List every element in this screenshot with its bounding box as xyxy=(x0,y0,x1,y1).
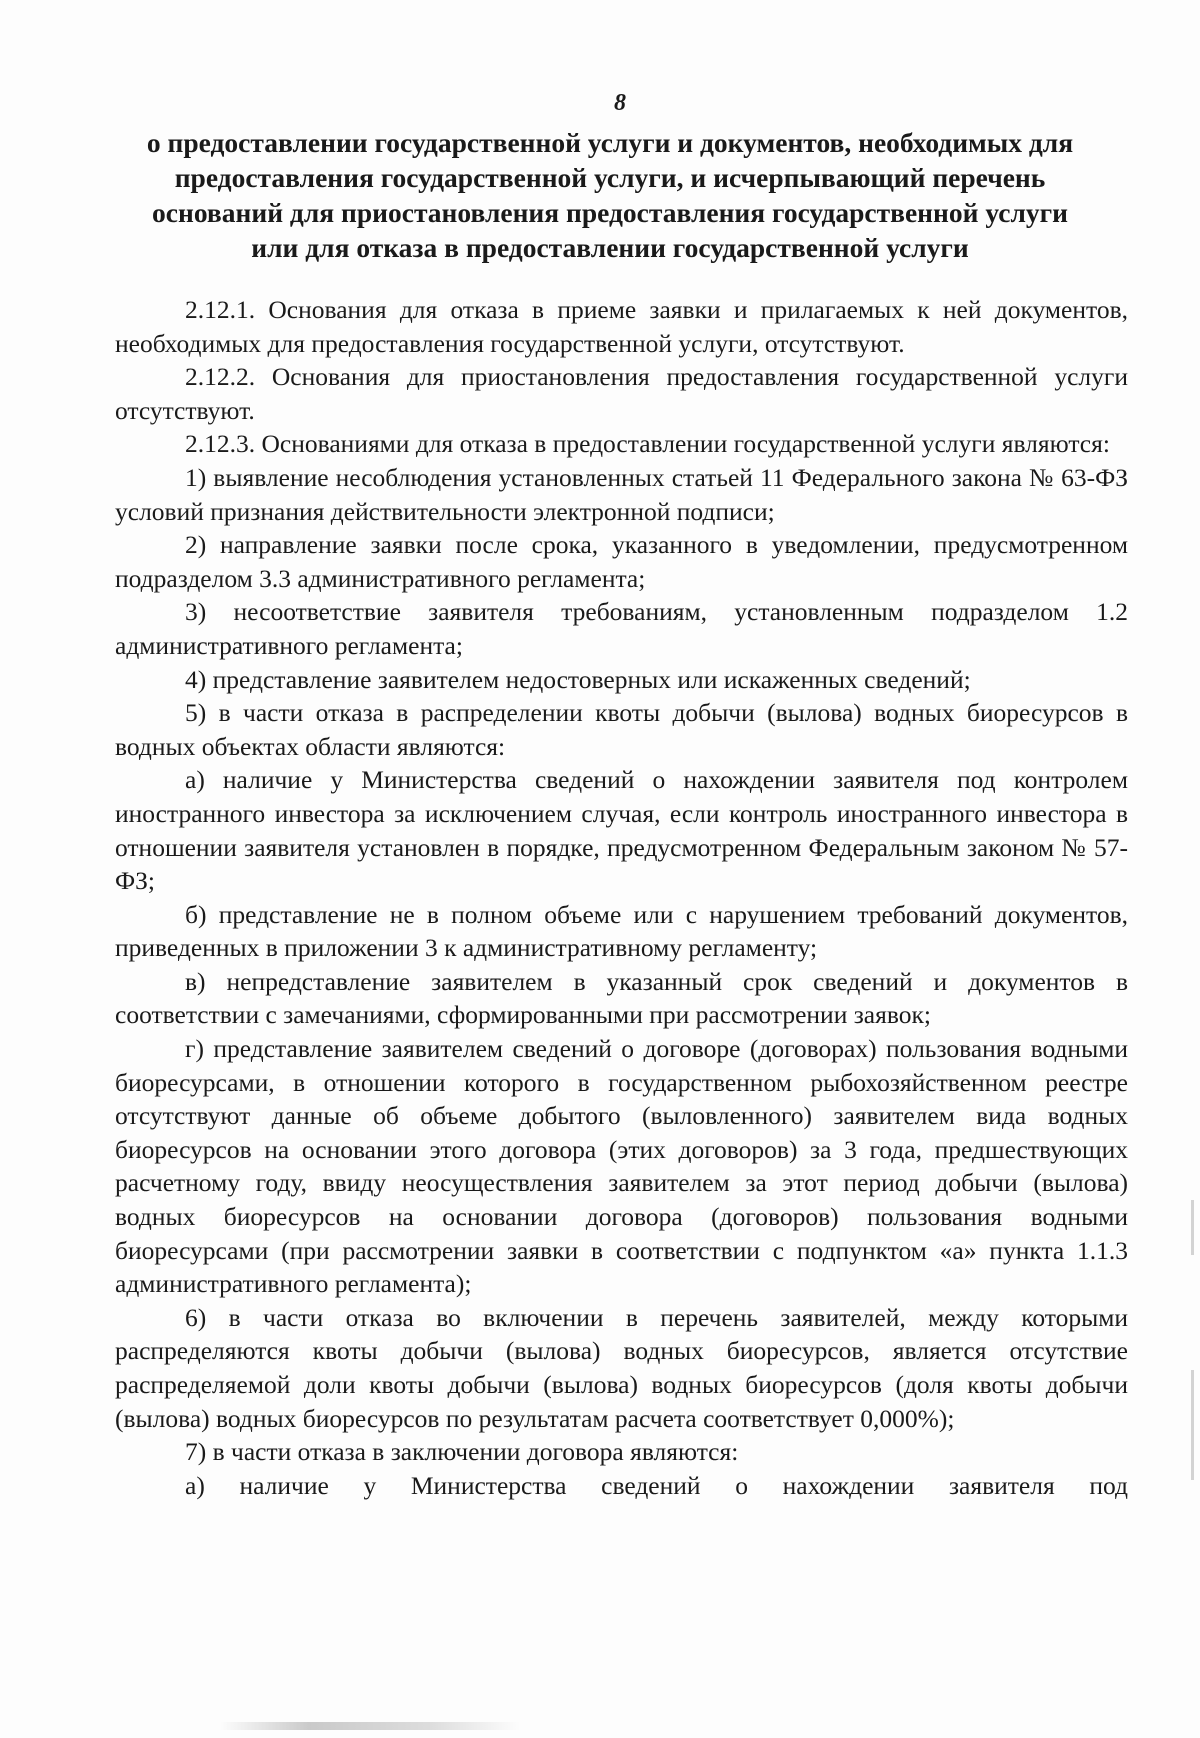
document-body xyxy=(115,293,1128,1502)
list-item-2: 2) направление заявки после срока, указанного в уведомлении, предусмотренном подразделом 3.3 административного регламента; xyxy=(115,530,1128,593)
list-item-6: 6) в части отказа во включении в перечень заявителей, между которыми распределяются квоты добычи (вылова) водных биоресурсов, является отсутствие распределяемой доли квоты добычи (вылова) водных биоресурсов (доля квоты добычи (вылова) водных биоресурсов по результатам расчета соответствует 0,000%); xyxy=(115,1302,1128,1433)
paragraph-2-12-3: 2.12.3. Основаниями для отказа в предоставлении государственной услуги являются: xyxy=(185,429,1110,459)
list-item-5v: в) непредставление заявителем в указанный срок сведений и документов в соответствии с замечаниями, сформированными при рассмотрении заявок; xyxy=(115,966,1128,1030)
page-number: 8 xyxy=(614,90,626,116)
list-item-1: 1) выявление несоблюдения установленных статьей 11 Федерального закона № 63-ФЗ условий признания действительности электронной подписи; xyxy=(115,462,1128,526)
list-item-3: 3) несоответствие заявителя требованиям, установленным подразделом 1.2 административного регламента; xyxy=(115,597,1128,660)
heading-line: оснований для приостановления предоставления государственной услуги xyxy=(152,197,1068,228)
list-item-5g: г) представление заявителем сведений о договоре (договорах) пользования водными биоресурсами, в отношении которого в государственном рыбохозяйственном реестре отсутствуют данные об объеме добытого (выловленного) заявителем вида водных биоресурсов на основании этого договора (этих договоров) за 3 года, предшествующих расчетному году, ввиду неосуществления заявителем за этот период добычи (вылова) водных биоресурсов на основании договора (договоров) пользования водными биоресурсами (при рассмотрении заявки в соответствии с подпунктом «а» пункта 1.1.3 административного регламента); xyxy=(115,1034,1128,1299)
heading-line: предоставления государственной услуги, и исчерпывающий перечень xyxy=(174,162,1046,193)
list-item-7: 7) в части отказа в заключении договора являются: xyxy=(185,1437,739,1467)
list-item-7a: а) наличие у Министерства сведений о нахождении заявителя под xyxy=(185,1470,1128,1500)
heading-line: или для отказа в предоставлении государственной услуги xyxy=(251,232,969,263)
heading-line: о предоставлении государственной услуги и документов, необходимых для xyxy=(146,127,1074,158)
scan-edge-mark xyxy=(1191,1200,1194,1255)
list-item-4: 4) представление заявителем недостоверных или искаженных сведений; xyxy=(185,664,971,694)
paragraph-2-12-1: 2.12.1. Основания для отказа в приеме заявки и прилагаемых к ней документов, необходимых для предоставления государственной услуги, отсутствуют. xyxy=(115,295,1128,358)
list-item-5: 5) в части отказа в распределении квоты добычи (вылова) водных биоресурсов в водных объектах области являются: xyxy=(115,698,1128,761)
section-heading xyxy=(120,125,1100,265)
list-item-5b: б) представление не в полном объеме или с нарушением требований документов, приведенных в приложении 3 к административному регламенту; xyxy=(115,899,1128,963)
list-item-5a: а) наличие у Министерства сведений о нахождении заявителя под контролем иностранного инвестора за исключением случая, если контроль иностранного инвестора в отношении заявителя установлен в порядке, предусмотренном Федеральным законом № 57-ФЗ; xyxy=(115,765,1128,896)
paragraph-2-12-2: 2.12.2. Основания для приостановления предоставления государственной услуги отсутствуют. xyxy=(115,362,1128,425)
scan-edge-mark xyxy=(1191,1370,1194,1480)
scan-artifact xyxy=(220,1722,520,1730)
